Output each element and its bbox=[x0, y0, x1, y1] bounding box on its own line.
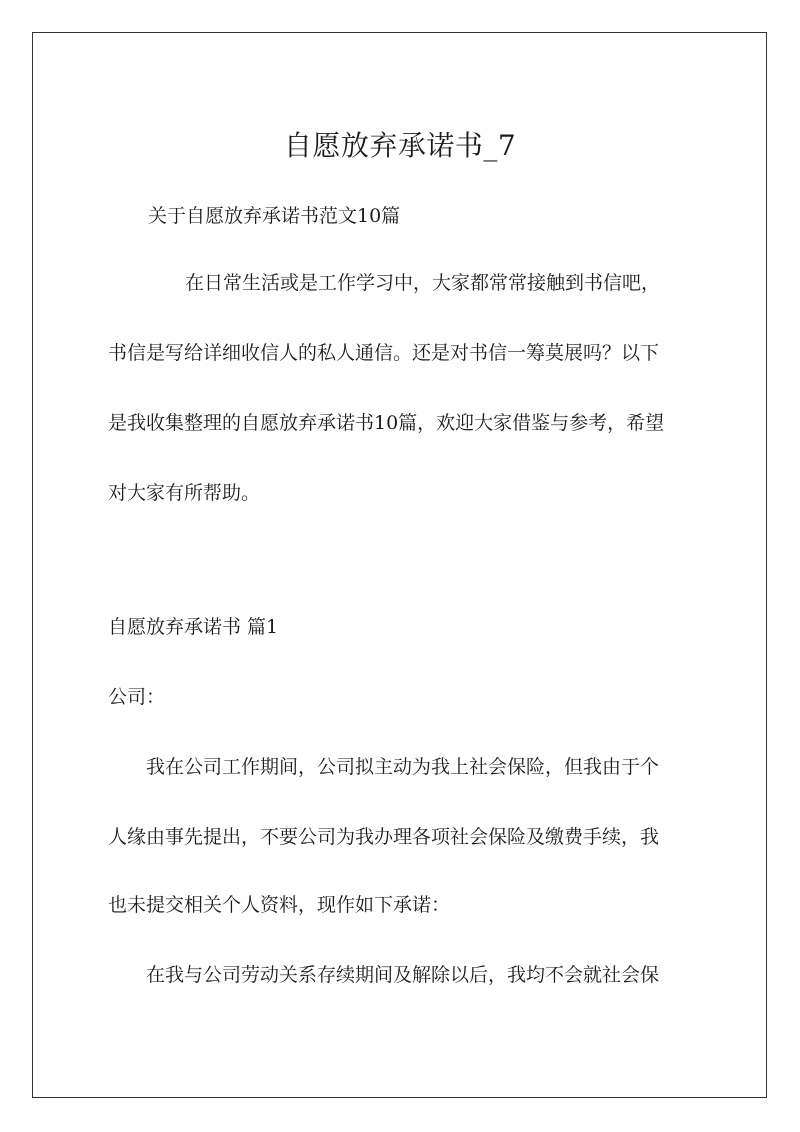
salutation: 公司： bbox=[108, 686, 166, 708]
document-title: 自愿放弃承诺书_7 bbox=[283, 129, 517, 162]
intro-line: 是我收集整理的自愿放弃承诺书10篇，欢迎大家借鉴与参考，希望 bbox=[108, 412, 665, 434]
section-heading: 自愿放弃承诺书 篇1 bbox=[108, 616, 279, 638]
body-line: 也未提交相关个人资料，现作如下承诺： bbox=[108, 894, 451, 916]
body-line: 在我与公司劳动关系存续期间及解除以后，我均不会就社会保 bbox=[146, 964, 660, 986]
page-border bbox=[32, 32, 767, 1098]
intro-line: 在日常生活或是工作学习中，大家都常常接触到书信吧， bbox=[185, 272, 661, 294]
document-subtitle: 关于自愿放弃承诺书范文10篇 bbox=[148, 205, 401, 227]
body-line: 人缘由事先提出，不要公司为我办理各项社会保险及缴费手续，我 bbox=[108, 826, 660, 848]
intro-line: 对大家有所帮助。 bbox=[108, 482, 261, 504]
body-line: 我在公司工作期间，公司拟主动为我上社会保险，但我由于个 bbox=[146, 756, 660, 778]
intro-line: 书信是写给详细收信人的私人通信。还是对书信一筹莫展吗？以下 bbox=[108, 342, 660, 364]
